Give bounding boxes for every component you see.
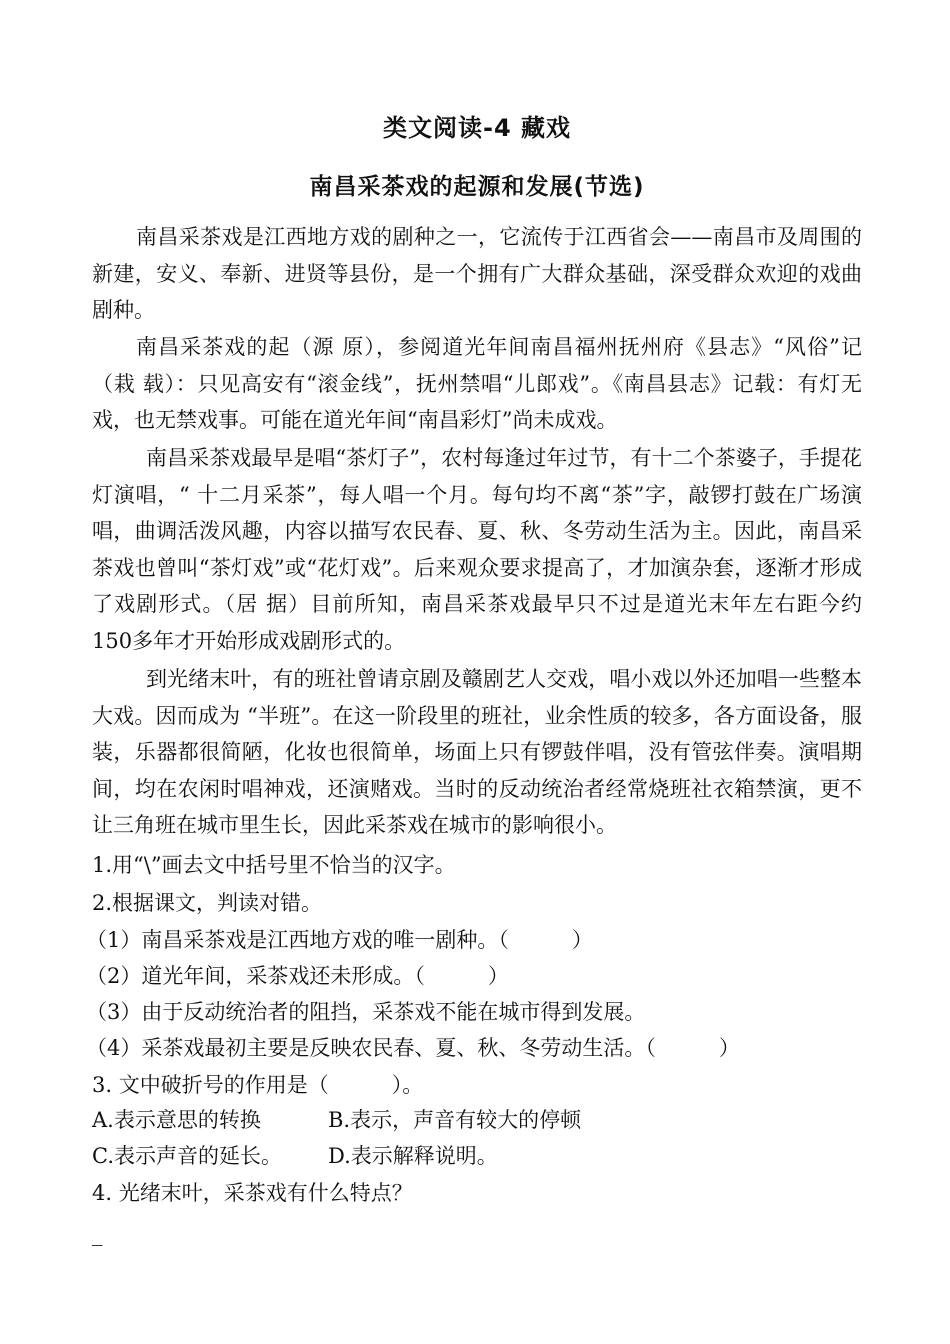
question-4: 4. 光绪末叶，采茶戏有什么特点？ — [92, 1181, 413, 1205]
question-2-item: （1）南昌采茶戏是江西地方戏的唯一剧种。（ ） — [86, 928, 593, 952]
paragraph-4: 到光绪末叶，有的班社曾请京剧及赣剧艺人交戏，唱小戏以外还加唱一些整本大戏。因而成为 “半班”。在这一阶段里的班社，业余性质的较多，各方面设备，服装，乐器都很简陋，化妆也很简单，场面上只有锣鼓伴唱，没有管弦伴奏。演唱期间，均在农闲时唱神戏，还演赌戏。当时的反动统治者经常烧班社衣箱禁演，更不让三角班在城市里生长，因此采茶戏在城市的影响很小。 — [92, 667, 862, 837]
question-3-options-row-1 — [92, 1105, 862, 1135]
question-3-options-row-2 — [92, 1141, 862, 1171]
option-c: C.表示声音的延长。 — [92, 1144, 282, 1168]
question-2-item: （4）采茶戏最初主要是反映农民春、夏、秋、冬劳动生活。（ ） — [86, 1036, 740, 1060]
question-1: 1.用“\”画去文中括号里不恰当的汉字。 — [92, 853, 456, 877]
question-2-item: （3）由于反动统治者的阻挡，采茶戏不能在城市得到发展。 — [86, 1000, 646, 1024]
article-subtitle: 南昌采茶戏的起源和发展(节选) — [309, 174, 645, 200]
question-2: 2.根据课文，判读对错。 — [92, 891, 323, 915]
question-3: 3. 文中破折号的作用是（ ）。 — [92, 1073, 424, 1097]
document-title: 类文阅读-4 藏戏 — [382, 114, 571, 142]
paragraph-2: 南昌采茶戏的起（源 原），参阅道光年间南昌福州抚州府《县志》“风俗”记（栽 载）：只见高安有“滚金线”，抚州禁唱“儿郎戏”。《南昌县志》记载：有灯无戏，也无禁戏事。可能在道光年间“南昌彩灯”尚未成戏。 — [92, 335, 862, 432]
paragraph-3: 南昌采茶戏最早是唱“茶灯子”，农村每逢过年过节，有十二个茶婆子，手提花灯演唱，“ 十二月采茶”，每人唱一个月。每句均不离“茶”字，敲锣打鼓在广场演唱，曲调活泼风趣，内容以描写农民春、夏、秋、冬劳动生活为主。因此，南昌采茶戏也曾叫“茶灯戏”或“花灯戏”。后来观众要求提高了，才加演杂套，逐渐才形成了戏剧形式。（居 据）目前所知，南昌采茶戏最早只不过是道光末年左右距今约150多年才开始形成戏剧形式的。 — [92, 446, 862, 653]
answer-line: _ — [92, 1222, 103, 1246]
option-d: D.表示解释说明。 — [328, 1144, 498, 1168]
paragraph-1: 南昌采茶戏是江西地方戏的剧种之一，它流传于江西省会——南昌市及周围的新建，安义、奉新、进贤等县份，是一个拥有广大群众基础，深受群众欢迎的戏曲剧种。 — [92, 225, 862, 322]
option-a: A.表示意思的转换 — [92, 1108, 261, 1132]
question-2-item: （2）道光年间，采茶戏还未形成。（ ） — [86, 964, 509, 988]
option-b: B.表示，声音有较大的停顿 — [328, 1108, 582, 1132]
